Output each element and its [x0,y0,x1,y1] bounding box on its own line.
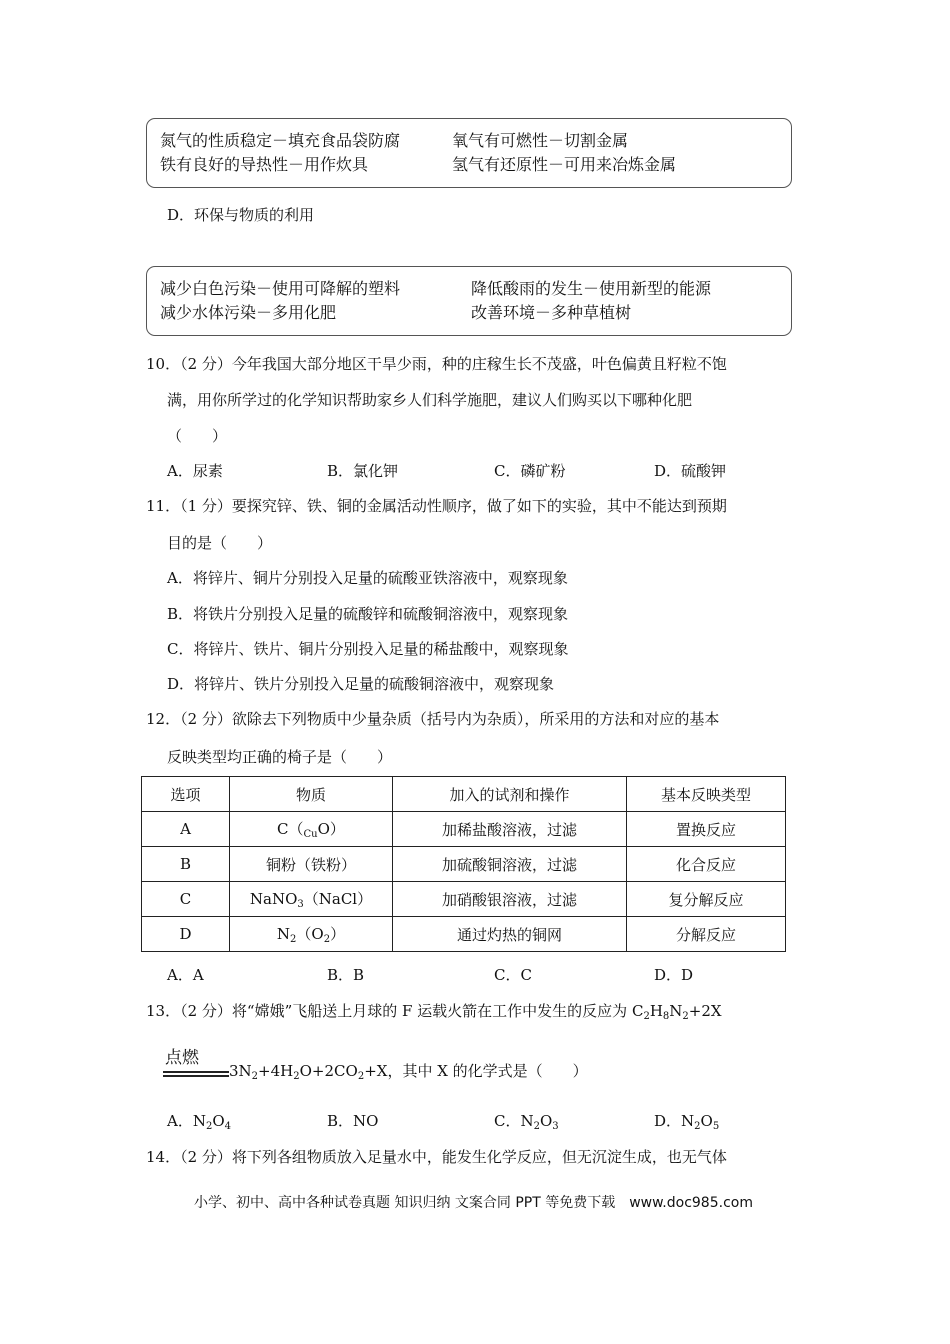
q11-option-c: C．将锌片、铁片、铜片分别投入足量的稀盐酸中，观察现象 [167,640,569,658]
option-d-label: D．环保与物质的利用 [167,206,315,224]
table-cell: 分解反应 [627,917,786,952]
q13-stem-text: 13．（2 分）将“嫦娥”飞船送上月球的 F 运载火箭在工作中发生的反应为 [146,1002,632,1020]
q11-stem-line2: 目的是（ ） [167,534,273,552]
box2-item-water-pollution: 减少水体污染－多用化肥 [160,303,337,322]
table-cell: 加硝酸银溶液，过滤 [393,882,627,917]
table-row [142,812,786,847]
q13-option-c: C．$N_2O_3$ [494,1112,559,1132]
table-cell: D [142,917,230,952]
q11-stem-line1: 11．（1 分）要探究锌、铁、铜的金属活动性顺序，做了如下的实验，其中不能达到预期 [146,497,727,515]
q13-option-d: D．$N_2O_5$ [654,1112,720,1132]
table-cell: 铜粉（铁粉） [230,847,393,882]
header-substance: 物质 [230,777,393,812]
table-cell: 复分解反应 [627,882,786,917]
q13-option-b: B．NO [327,1112,379,1130]
table-row [142,847,786,882]
box2-item-white-pollution: 减少白色污染－使用可降解的塑料 [160,279,401,298]
q10-option-b: B．氯化钾 [327,462,399,480]
q11-option-a: A．将锌片、铜片分别投入足量的硫酸亚铁溶液中，观察现象 [167,569,568,587]
table-row [142,882,786,917]
box1-item-hydrogen: 氢气有还原性－可用来冶炼金属 [452,155,677,174]
q10-stem-line3: （ ） [167,427,228,445]
q11-option-d: D．将锌片、铁片分别投入足量的硫酸铜溶液中，观察现象 [167,675,555,693]
q12-stem-line1: 12．（2 分）欲除去下列物质中少量杂质（括号内为杂质），所采用的方法和对应的基本 [146,710,720,728]
q14-stem-line1: 14．（2 分）将下列各组物质放入足量水中，能发生化学反应，但无沉淀生成，也无气体 [146,1148,727,1166]
q12-option-c: C．C [494,966,532,984]
q12-option-a: A．A [167,966,204,984]
q10-option-d: D．硫酸钾 [654,462,727,480]
q13-stem-line2: $3N_2+4H_2O+2CO_2+X$，其中 X 的化学式是（ ） [229,1062,588,1082]
table-header-row [142,777,786,812]
box1-item-iron: 铁有良好的导热性－用作炊具 [160,155,369,174]
box2-item-acid-rain: 降低酸雨的发生－使用新型的能源 [471,279,712,298]
box2-item-environment: 改善环境－多种草植树 [471,303,632,322]
q10-option-c: C．磷矿粉 [494,462,566,480]
table-cell: 化合反应 [627,847,786,882]
table-cell: 加稀盐酸溶液，过滤 [393,812,627,847]
table-cell: B [142,847,230,882]
q12-option-d: D．D [654,966,694,984]
q13-stem-line1: 13．（2 分）将“嫦娥”飞船送上月球的 F 运载火箭在工作中发生的反应为 $C_2H_8N_2+2X$ [146,1002,722,1022]
header-option: 选项 [142,777,230,812]
reaction-condition-label: 点燃 [165,1048,199,1068]
table-cell: 通过灼热的铜网 [393,917,627,952]
table-cell: C [142,882,230,917]
header-reaction-type: 基本反映类型 [627,777,786,812]
q10-option-a: A．尿素 [167,462,223,480]
equation-double-line [163,1075,229,1077]
table-cell: A [142,812,230,847]
q10-stem-line2: 满，用你所学过的化学知识帮助家乡人们科学施肥，建议人们购买以下哪种化肥 [167,391,693,409]
q12-stem-line2: 反映类型均正确的椅子是（ ） [167,748,393,766]
table-cell: NaNO$_3$（NaCl） [230,882,393,917]
q13-stem-suffix: ，其中 X 的化学式是（ ） [387,1062,588,1080]
table-cell: $C(_{Cu}O)$ [230,812,393,847]
box1-item-nitrogen: 氮气的性质稳定－填充食品袋防腐 [160,131,401,150]
q11-option-b: B．将铁片分别投入足量的硫酸锌和硫酸铜溶液中，观察现象 [167,605,569,623]
q13-option-a: A．$N_2O_4$ [167,1112,232,1132]
table-row [142,917,786,952]
box1-item-oxygen: 氧气有可燃性－切割金属 [452,131,629,150]
q12-options-table [141,776,786,952]
equation-double-line [163,1071,229,1073]
q10-stem-line1: 10．（2 分）今年我国大部分地区干旱少雨，种的庄稼生长不茂盛，叶色偏黄且籽粒不饱 [146,355,727,373]
table-cell: 加硫酸铜溶液，过滤 [393,847,627,882]
table-cell: 置换反应 [627,812,786,847]
header-reagent: 加入的试剂和操作 [393,777,627,812]
page-footer: 小学、初中、高中各种试卷真题 知识归纳 文案合同 PPT 等免费下载 www.doc985.com [194,1195,753,1211]
table-cell: $N_2(O_2)$ [230,917,393,952]
q12-option-b: B．B [327,966,365,984]
